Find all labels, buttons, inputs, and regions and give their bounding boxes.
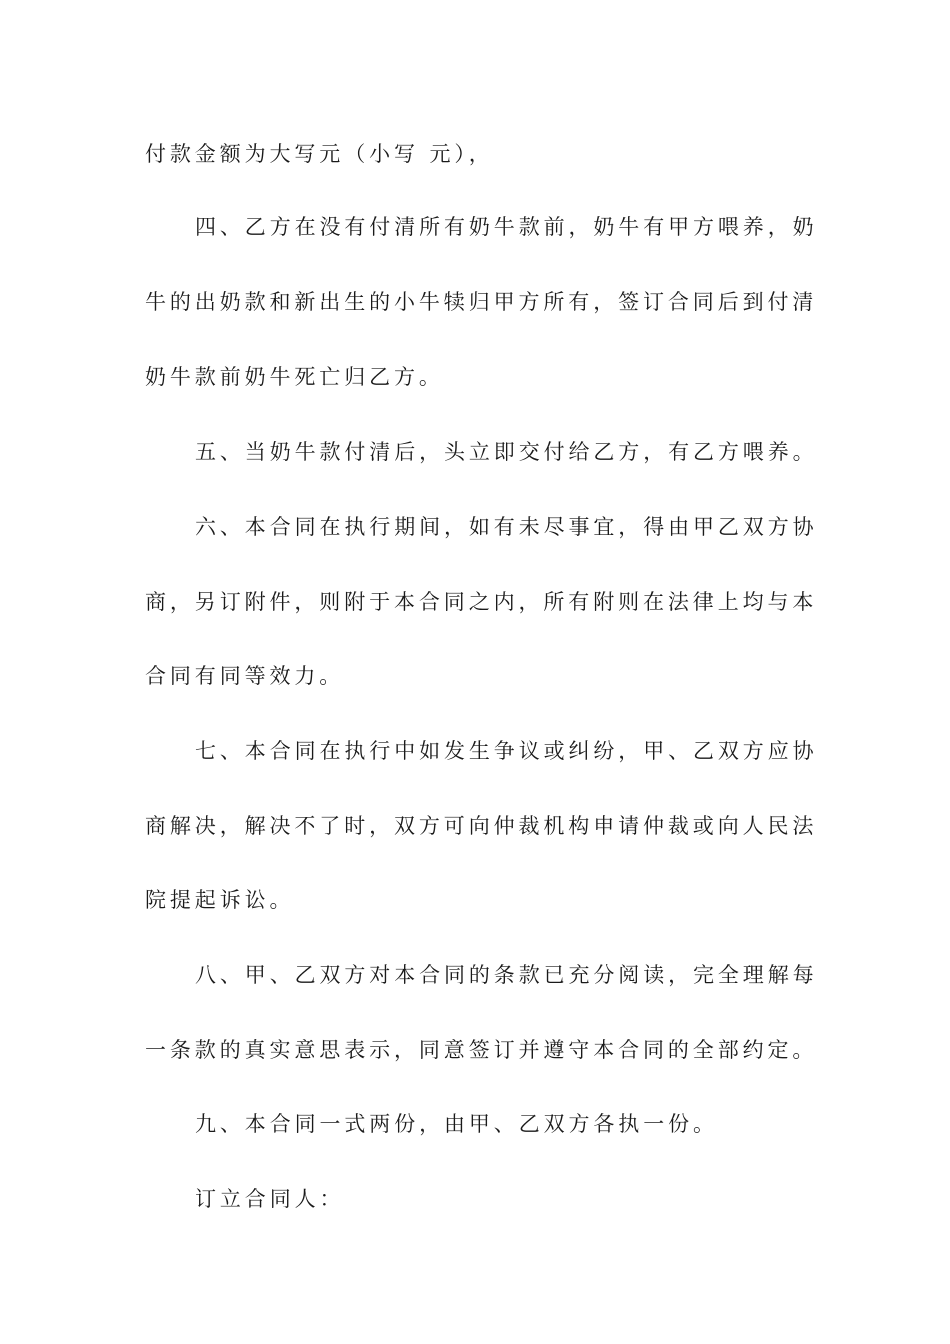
clause-five-line-1: 五、当奶牛款付清后，头立即交付给乙方，有乙方喂养。 (195, 440, 818, 464)
clause-six-line-2: 商，另订附件，则附于本合同之内，所有附则在法律上均与本 (145, 590, 818, 614)
signatory-label: 订立合同人： (195, 1187, 345, 1211)
clause-six-line-1: 六、本合同在执行期间，如有未尽事宜，得由甲乙双方协 (195, 515, 818, 539)
clause-four-line-1: 四、乙方在没有付清所有奶牛款前，奶牛有甲方喂养，奶 (195, 215, 818, 239)
clause-nine-line-1: 九、本合同一式两份，由甲、乙双方各执一份。 (195, 1112, 718, 1136)
clause-four-line-3: 奶牛款前奶牛死亡归乙方。 (145, 365, 444, 389)
clause-eight-line-1: 八、甲、乙双方对本合同的条款已充分阅读，完全理解每 (195, 963, 818, 987)
payment-amount-line: 付款金额为大写元（小写 元）， (145, 142, 494, 166)
clause-four-line-2: 牛的出奶款和新出生的小牛犊归甲方所有，签订合同后到付清 (145, 290, 818, 314)
clause-seven-line-3: 院提起诉讼。 (145, 888, 295, 912)
clause-seven-line-2: 商解决，解决不了时，双方可向仲裁机构申请仲裁或向人民法 (145, 814, 818, 838)
clause-six-line-3: 合同有同等效力。 (145, 664, 345, 688)
clause-eight-line-2: 一条款的真实意思表示，同意签订并遵守本合同的全部约定。 (145, 1038, 818, 1062)
clause-seven-line-1: 七、本合同在执行中如发生争议或纠纷，甲、乙双方应协 (195, 739, 818, 763)
